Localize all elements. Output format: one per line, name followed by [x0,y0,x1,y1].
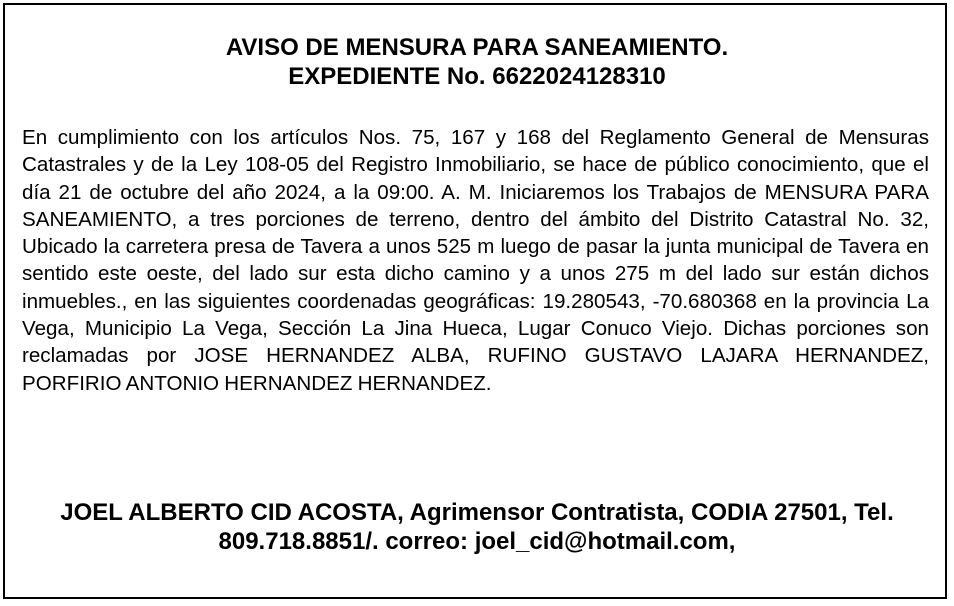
notice-title: AVISO DE MENSURA PARA SANEAMIENTO. [225,34,729,61]
notice-frame [3,3,947,599]
notice-heading [5,33,949,91]
notice-body: En cumplimiento con los artículos Nos. 75, 167 y 168 del Reglamento General de Mensuras Catastrales y de la Ley 108-05 del Registro Inmobiliario, se hace de público conocimiento, que el día 21 de octubre del año 2024, a la 09:00. A. M. Iniciaremos los Trabajos de MENSURA PARA SANEAMIENTO, a tres porciones de terreno, dentro del ámbito del Distrito Catastral No. 32, Ubicado la carretera presa de Tavera a unos 525 m luego de pasar la junta municipal de Tavera en sentido este oeste, del lado sur esta dicho camino y a unos 275 m del lado sur están dichos inmuebles., en las siguientes coordenadas geográficas: 19.280543, -70.680368 en la provincia La Vega, Municipio La Vega, Sección La Jina Hueca, Lugar Conuco Viejo. Dichas porciones son reclamadas por JOSE HERNANDEZ ALBA, RUFINO GUSTAVO LAJARA HERNANDEZ, PORFIRIO ANTONIO HERNANDEZ HERNANDEZ. [22,126,929,395]
surveyor-signature-block: JOEL ALBERTO CID ACOSTA, Agrimensor Contratista, CODIA 27501, Tel. 809.718.8851/. correo: joel_cid@hotmail.com, [60,499,894,555]
expediente-number: EXPEDIENTE No. 6622024128310 [288,63,666,90]
